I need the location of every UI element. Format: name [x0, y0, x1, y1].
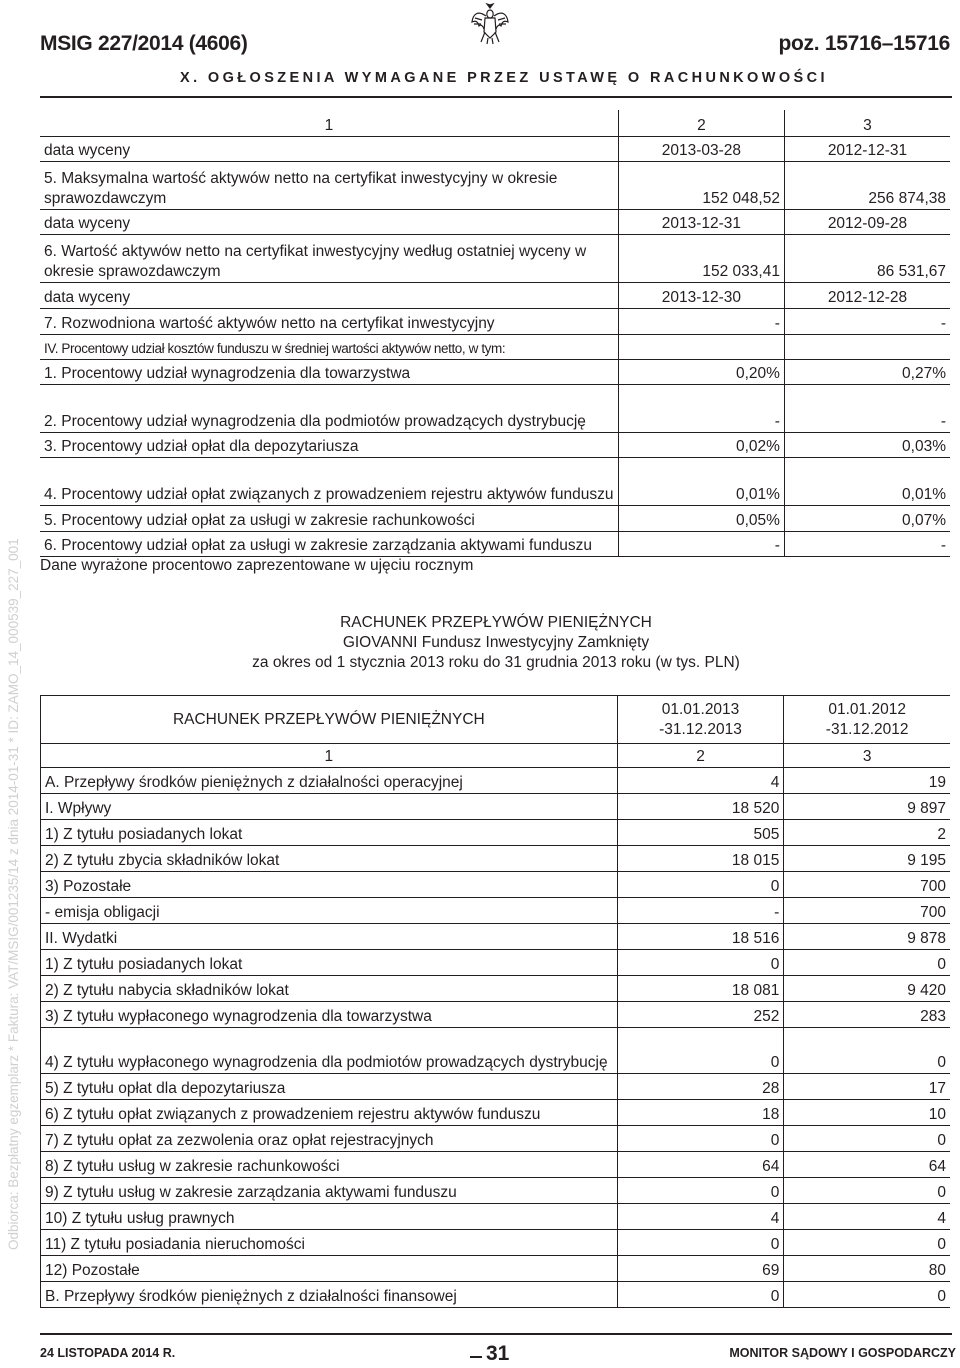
row-value-2012: 0 — [784, 1282, 950, 1308]
col-number-2: 2 — [617, 744, 784, 768]
col-number-3: 3 — [784, 110, 950, 136]
row-value-2012: 2 — [784, 820, 950, 846]
period-description: za okres od 1 stycznia 2013 roku do 31 grudnia 2013 roku (w tys. PLN) — [252, 654, 740, 671]
row-value-2013: 505 — [617, 820, 784, 846]
row-value-2012: 64 — [784, 1152, 950, 1178]
row-value-2012: 2012-09-28 — [784, 209, 950, 234]
row-value-2013: 4 — [617, 1204, 784, 1230]
col-number-1: 1 — [41, 744, 618, 768]
row-value-2013: 0 — [617, 1126, 784, 1152]
row-value-2012: 9 195 — [784, 846, 950, 872]
row-value-2012: 2012-12-31 — [784, 136, 950, 161]
row-label: 2. Procentowy udział wynagrodzenia dla podmiotów prowadzących dystrybucję — [40, 384, 618, 432]
table-row — [40, 531, 950, 556]
table-row — [41, 820, 951, 846]
row-label: I. Wpływy — [41, 794, 618, 820]
table-row — [41, 950, 951, 976]
row-value-2013: 18 015 — [617, 846, 784, 872]
row-value-2013: 0 — [617, 1282, 784, 1308]
row-label: 3. Procentowy udział opłat dla depozytariusza — [40, 432, 618, 457]
row-value-2013: 0 — [617, 950, 784, 976]
journal-issue: MSIG 227/2014 (4606) — [40, 32, 248, 55]
table-row — [41, 872, 951, 898]
row-value-2013: 18 081 — [617, 976, 784, 1002]
table-row — [40, 234, 950, 282]
row-label: data wyceny — [40, 136, 618, 161]
row-label: 1. Procentowy udział wynagrodzenia dla towarzystwa — [40, 359, 618, 384]
col-number-1: 1 — [40, 110, 618, 136]
table-row — [41, 768, 951, 794]
row-label: 2) Z tytułu zbycia składników lokat — [41, 846, 618, 872]
table-row — [41, 1178, 951, 1204]
row-value-2012: 0 — [784, 1230, 950, 1256]
row-value-2013: 28 — [617, 1074, 784, 1100]
page-dash — [470, 1356, 482, 1358]
table-row — [40, 359, 950, 384]
row-value-2012: 256 874,38 — [784, 161, 950, 209]
table-row — [40, 334, 950, 359]
row-value-2013: 18 — [617, 1100, 784, 1126]
row-value-2013: 0,05% — [618, 505, 784, 531]
row-label: IV. Procentowy udział kosztów funduszu w średniej wartości aktywów netto, w tym: — [40, 334, 618, 359]
row-label: A. Przepływy środków pieniężnych z działalności operacyjnej — [41, 768, 618, 794]
row-label: 2) Z tytułu nabycia składników lokat — [41, 976, 618, 1002]
row-value-2013: 0,20% — [618, 359, 784, 384]
row-label: 3) Pozostałe — [41, 872, 618, 898]
table-row — [41, 924, 951, 950]
row-value-2012: - — [784, 308, 950, 334]
row-value-2013: - — [618, 308, 784, 334]
row-value-2013: 2013-03-28 — [618, 136, 784, 161]
table-row — [41, 1100, 951, 1126]
section-heading: X. OGŁOSZENIA WYMAGANE PRZEZ USTAWĘ O RACHUNKOWOŚCI — [180, 70, 828, 86]
publication-name: MONITOR SĄDOWY I GOSPODARCZY — [729, 1346, 956, 1360]
row-label: 9) Z tytułu usług w zakresie zarządzania aktywami funduszu — [41, 1178, 618, 1204]
row-label: 5. Procentowy udział opłat za usługi w zakresie rachunkowości — [40, 505, 618, 531]
fund-metrics-table — [40, 110, 950, 557]
table-row — [41, 976, 951, 1002]
cashflow-title: RACHUNEK PRZEPŁYWÓW PIENIĘŻNYCH — [340, 614, 652, 631]
table-row — [40, 505, 950, 531]
row-value-2012: 0,07% — [784, 505, 950, 531]
table-row — [41, 1204, 951, 1230]
row-value-2013: 0 — [617, 1230, 784, 1256]
row-label: 11) Z tytułu posiadania nieruchomości — [41, 1230, 618, 1256]
row-value-2012: 19 — [784, 768, 950, 794]
row-label: 6) Z tytułu opłat związanych z prowadzeniem rejestru aktywów funduszu — [41, 1100, 618, 1126]
row-label: 8) Z tytułu usług w zakresie rachunkowości — [41, 1152, 618, 1178]
table-header-row — [41, 696, 951, 744]
row-value-2012: 2012-12-28 — [784, 282, 950, 308]
table-row — [41, 1152, 951, 1178]
polish-eagle-emblem — [470, 2, 510, 46]
row-label: 4) Z tytułu wypłaconego wynagrodzenia dla podmiotów prowadzących dystrybucję — [41, 1028, 618, 1074]
table-row — [41, 1002, 951, 1028]
row-value-2012: 17 — [784, 1074, 950, 1100]
row-value-2013 — [618, 334, 784, 359]
table-row — [41, 1074, 951, 1100]
table-header-row — [41, 744, 951, 768]
header-period-2013: 01.01.2013 -31.12.2013 — [617, 696, 784, 744]
row-value-2013: 2013-12-31 — [618, 209, 784, 234]
percentage-note: Dane wyrażone procentowo zaprezentowane w ujęciu rocznym — [40, 557, 474, 574]
row-value-2012: 9 420 — [784, 976, 950, 1002]
row-value-2012: - — [784, 531, 950, 556]
footer-rule — [40, 1333, 952, 1335]
row-label: 6. Procentowy udział opłat za usługi w zakresie zarządzania aktywami funduszu — [40, 531, 618, 556]
header-rule — [40, 96, 952, 98]
header-period-2012: 01.01.2012 -31.12.2012 — [784, 696, 950, 744]
row-value-2013: 0 — [617, 872, 784, 898]
page-number: 31 — [486, 1342, 510, 1365]
table-row — [41, 1282, 951, 1308]
row-value-2013: 64 — [617, 1152, 784, 1178]
col-number-3: 3 — [784, 744, 950, 768]
table-row — [40, 457, 950, 505]
row-value-2012: 9 878 — [784, 924, 950, 950]
table-row — [41, 1256, 951, 1282]
table-row — [41, 1230, 951, 1256]
position-number: poz. 15716–15716 — [778, 32, 950, 55]
row-value-2012: 700 — [784, 898, 950, 924]
row-value-2012: 9 897 — [784, 794, 950, 820]
row-label: 3) Z tytułu wypłaconego wynagrodzenia dla towarzystwa — [41, 1002, 618, 1028]
table-row — [40, 282, 950, 308]
row-value-2012: 0 — [784, 1028, 950, 1074]
header-label: RACHUNEK PRZEPŁYWÓW PIENIĘŻNYCH — [41, 696, 618, 744]
table-row — [40, 136, 950, 161]
row-value-2012: - — [784, 384, 950, 432]
row-value-2012: 0 — [784, 1126, 950, 1152]
table-header-row — [40, 110, 950, 136]
fund-name: GIOVANNI Fundusz Inwestycyjny Zamknięty — [342, 634, 650, 651]
row-value-2012: 0 — [784, 950, 950, 976]
table-row — [41, 846, 951, 872]
row-value-2012: 80 — [784, 1256, 950, 1282]
row-value-2012: 0 — [784, 1178, 950, 1204]
cashflow-table — [40, 695, 950, 1308]
row-label: - emisja obligacji — [41, 898, 618, 924]
row-value-2012: 283 — [784, 1002, 950, 1028]
row-value-2012: 10 — [784, 1100, 950, 1126]
table-row — [41, 898, 951, 924]
table-row — [40, 308, 950, 334]
table-row — [40, 209, 950, 234]
row-label: 1) Z tytułu posiadanych lokat — [41, 950, 618, 976]
row-value-2013: - — [618, 531, 784, 556]
row-value-2013: 152 048,52 — [618, 161, 784, 209]
recipient-watermark: Odbiorca: Bezpłatny egzemplarz * Faktura: VAT/MSIG/001235/14 z dnia 2014-01-31 * ID: ZAMO_14_000539_227_001 — [6, 538, 21, 1250]
row-label: II. Wydatki — [41, 924, 618, 950]
row-value-2012: 0,27% — [784, 359, 950, 384]
row-label: 6. Wartość aktywów netto na certyfikat inwestycyjny według ostatniej wyceny w okresie sprawozdawczym — [40, 234, 618, 282]
row-value-2013: - — [617, 898, 784, 924]
table-row — [41, 794, 951, 820]
row-label: 4. Procentowy udział opłat związanych z prowadzeniem rejestru aktywów funduszu — [40, 457, 618, 505]
table-row — [40, 384, 950, 432]
row-value-2013: 4 — [617, 768, 784, 794]
row-label: 7) Z tytułu opłat za zezwolenia oraz opłat rejestracyjnych — [41, 1126, 618, 1152]
row-value-2013: 252 — [617, 1002, 784, 1028]
row-label: 10) Z tytułu usług prawnych — [41, 1204, 618, 1230]
row-label: data wyceny — [40, 209, 618, 234]
table-row — [41, 1126, 951, 1152]
row-label: data wyceny — [40, 282, 618, 308]
table-row — [41, 1028, 951, 1074]
row-value-2013: 0,02% — [618, 432, 784, 457]
row-value-2013: 18 516 — [617, 924, 784, 950]
row-value-2013: 0 — [617, 1028, 784, 1074]
row-value-2012: 0,01% — [784, 457, 950, 505]
row-value-2013: 18 520 — [617, 794, 784, 820]
table-row — [40, 161, 950, 209]
row-label: 7. Rozwodniona wartość aktywów netto na certyfikat inwestycyjny — [40, 308, 618, 334]
row-label: 5. Maksymalna wartość aktywów netto na certyfikat inwestycyjny w okresie sprawozdawczym — [40, 161, 618, 209]
row-value-2013: - — [618, 384, 784, 432]
row-label: 1) Z tytułu posiadanych lokat — [41, 820, 618, 846]
row-label: 12) Pozostałe — [41, 1256, 618, 1282]
row-value-2012 — [784, 334, 950, 359]
row-label: 5) Z tytułu opłat dla depozytariusza — [41, 1074, 618, 1100]
row-value-2012: 4 — [784, 1204, 950, 1230]
row-value-2012: 0,03% — [784, 432, 950, 457]
row-label: B. Przepływy środków pieniężnych z działalności finansowej — [41, 1282, 618, 1308]
row-value-2013: 152 033,41 — [618, 234, 784, 282]
publication-date: 24 LISTOPADA 2014 R. — [40, 1346, 176, 1360]
row-value-2012: 86 531,67 — [784, 234, 950, 282]
table-row — [40, 432, 950, 457]
row-value-2013: 0,01% — [618, 457, 784, 505]
row-value-2013: 69 — [617, 1256, 784, 1282]
col-number-2: 2 — [618, 110, 784, 136]
row-value-2013: 2013-12-30 — [618, 282, 784, 308]
row-value-2013: 0 — [617, 1178, 784, 1204]
row-value-2012: 700 — [784, 872, 950, 898]
